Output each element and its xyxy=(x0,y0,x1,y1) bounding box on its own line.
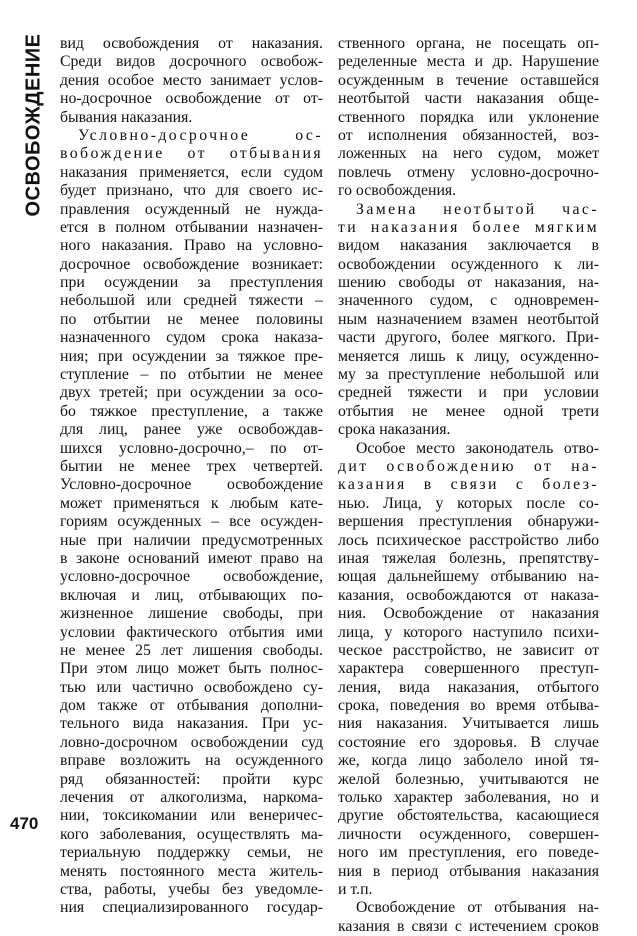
text-line: ловно-досрочном освобождении суд xyxy=(60,733,323,751)
text-line: кого заболевания, осуществлять ма- xyxy=(60,825,323,843)
text-line: наказания применяется, если судом xyxy=(60,163,323,181)
text-line: но-досрочное освобождение от от- xyxy=(60,90,323,108)
text-line: двух третей; при осуждении за осо- xyxy=(60,384,323,402)
text-line: от исполнения обязанностей, воз- xyxy=(338,126,599,144)
text-line: личности осужденного, совершен- xyxy=(338,825,599,843)
text-line: по отбытии не менее половины xyxy=(60,310,323,328)
text-line: вправе возложить на осужденного xyxy=(60,752,323,770)
text-line: ные при наличии предусмотренных xyxy=(60,531,323,549)
text-line: Освобождение от отбывания на- xyxy=(356,899,599,917)
text-line: при осуждении за преступления xyxy=(60,274,323,292)
text-line: лица, у которого наступило психи- xyxy=(338,623,599,641)
text-line: При этом лицо может быть полнос- xyxy=(60,660,323,678)
page-number: 470 xyxy=(10,814,39,833)
text-line: ства, работы, учебы без уведомле- xyxy=(60,880,323,898)
text-line: Среди видов досрочного освобож- xyxy=(60,53,323,71)
text-line: осужденным в течение оставшейся xyxy=(338,71,599,89)
text-line: му за преступление небольшой или xyxy=(338,366,599,384)
text-line: освобождении осужденного к ли- xyxy=(338,255,599,273)
text-line: небольшой или средней тяжести – xyxy=(60,292,323,310)
text-line: нии, токсикомании или венеричес- xyxy=(60,807,323,825)
text-line: лось психическое расстройство либо xyxy=(338,531,599,549)
text-line: назначенного судом срока наказа- xyxy=(60,329,323,347)
text-line: дения особое место занимает услов- xyxy=(60,71,323,89)
text-line: Особое место законодатель отво- xyxy=(356,439,599,457)
text-line: в законе оснований имеют право на xyxy=(60,549,323,567)
text-line: ния в период отбывания наказания xyxy=(338,862,599,880)
text-line: тельного вида наказания. При ус- xyxy=(60,715,323,733)
text-line: ти наказания более мягким xyxy=(338,218,599,236)
text-line: ложенных на него судом, может xyxy=(338,145,599,163)
text-line: для лиц, ранее уже освобождав- xyxy=(60,421,323,439)
text-line: вобождение от отбывания xyxy=(60,145,323,163)
text-line: не менее 25 лет лишения свободы. xyxy=(60,641,323,659)
text-line: менять постоянного места житель- xyxy=(60,862,323,880)
text-line: будет признано, что для своего ис- xyxy=(60,182,323,200)
text-line: казания, освобождаются от наказа- xyxy=(338,586,599,604)
text-line: ственного порядка или уклонение xyxy=(338,108,599,126)
text-line: включая и лиц, отбывающих по- xyxy=(60,586,323,604)
text-line: иная тяжелая болезнь, препятству- xyxy=(338,549,599,567)
text-line: ления, вида наказания, отбытого xyxy=(338,678,599,696)
text-line: тью или частично освобождено су- xyxy=(60,678,323,696)
text-line: дом также от отбывания дополни- xyxy=(60,697,323,715)
text-line: средней тяжести и при условии xyxy=(338,384,599,402)
text-line: териальную поддержку семьи, не xyxy=(60,844,323,862)
text-line: казания в связи с болез- xyxy=(338,476,599,494)
text-line: ным назначением взамен неотбытой xyxy=(338,310,599,328)
text-line: досрочное освобождение возникает: xyxy=(60,255,323,273)
text-line: казания в связи с истечением сроков xyxy=(338,917,599,935)
running-head xyxy=(14,20,54,230)
text-line: ряд обязанностей: пройти курс xyxy=(60,770,323,788)
text-line: может применяться к любым кате- xyxy=(60,494,323,512)
text-line: меняется лишь к лицу, осужденно- xyxy=(338,347,599,365)
text-line: другие обстоятельства, касающиеся xyxy=(338,807,599,825)
text-line: ется в полном отбывании назначен- xyxy=(60,218,323,236)
text-line: ния. Освобождение от наказания xyxy=(338,605,599,623)
text-line: бо тяжкое преступление, а также xyxy=(60,402,323,420)
text-line: ческое расстройство, не зависит от xyxy=(338,641,599,659)
text-line: неотбытой части наказания обще- xyxy=(338,90,599,108)
right-column xyxy=(338,35,599,936)
running-head-text: ОСВОБОЖДЕНИЕ xyxy=(22,33,45,217)
text-line: ределенные места и др. Нарушение xyxy=(338,53,599,71)
text-line: Условно-досрочное освобождение xyxy=(60,476,323,494)
text-line: отбытия не менее одной трети xyxy=(338,402,599,420)
text-line: бытии не менее трех четвертей. xyxy=(60,457,323,475)
text-line: правления осужденный не нужда- xyxy=(60,200,323,218)
text-line: Замена неотбытой час- xyxy=(356,200,599,218)
text-line: условно-досрочное освобождение, xyxy=(60,568,323,586)
text-line: ния наказания. Учитывается лишь xyxy=(338,715,599,733)
text-line: шихся условно-досрочно,– по от- xyxy=(60,439,323,457)
text-line: ющая дальнейшему отбыванию на- xyxy=(338,568,599,586)
text-line: и т.п. xyxy=(338,880,373,898)
text-line: состояние его здоровья. В случае xyxy=(338,733,599,751)
text-line: го освобождения. xyxy=(338,182,457,200)
text-line: ния специализированного государ- xyxy=(60,899,323,917)
text-line: повлечь отмену условно-досрочно- xyxy=(338,163,599,181)
text-line: ступление – по отбытии не менее xyxy=(60,366,323,384)
text-line: нью. Лица, у которых после со- xyxy=(338,494,599,512)
text-line: ния; при осуждении за тяжкое пре- xyxy=(60,347,323,365)
text-line: ного им преступления, его поведе- xyxy=(338,844,599,862)
text-line: вид освобождения от наказания. xyxy=(60,35,323,52)
text-line: дит освобождению от на- xyxy=(338,457,599,475)
text-line: вершения преступления обнаружи- xyxy=(338,513,599,531)
text-line: желой болезнью, учитываются не xyxy=(338,770,599,788)
text-line: срока наказания. xyxy=(338,421,451,439)
text-line: жизненное лишение свободы, при xyxy=(60,605,323,623)
text-line: шению свободы от наказания, на- xyxy=(338,274,599,292)
text-line: ного наказания. Право на условно- xyxy=(60,237,323,255)
text-line: части другого, более мягкого. При- xyxy=(338,329,599,347)
text-line: ственного органа, не посещать оп- xyxy=(338,35,599,52)
text-line: только характер заболевания, но и xyxy=(338,789,599,807)
text-line: характера совершенного преступ- xyxy=(338,660,599,678)
text-line: бывания наказания. xyxy=(60,108,193,126)
text-line: значенного судом, с одновремен- xyxy=(338,292,599,310)
text-line: срока, поведения во время отбыва- xyxy=(338,697,599,715)
text-line: видом наказания заключается в xyxy=(338,237,599,255)
text-line: условии фактического отбытия ими xyxy=(60,623,323,641)
left-column xyxy=(60,35,323,918)
text-line: лечения от алкоголизма, наркома- xyxy=(60,789,323,807)
text-line: Условно-досрочное ос- xyxy=(78,126,323,144)
text-line: гориям осужденных – все осужден- xyxy=(60,513,323,531)
text-line: же, когда лицо заболело иной тя- xyxy=(338,752,599,770)
